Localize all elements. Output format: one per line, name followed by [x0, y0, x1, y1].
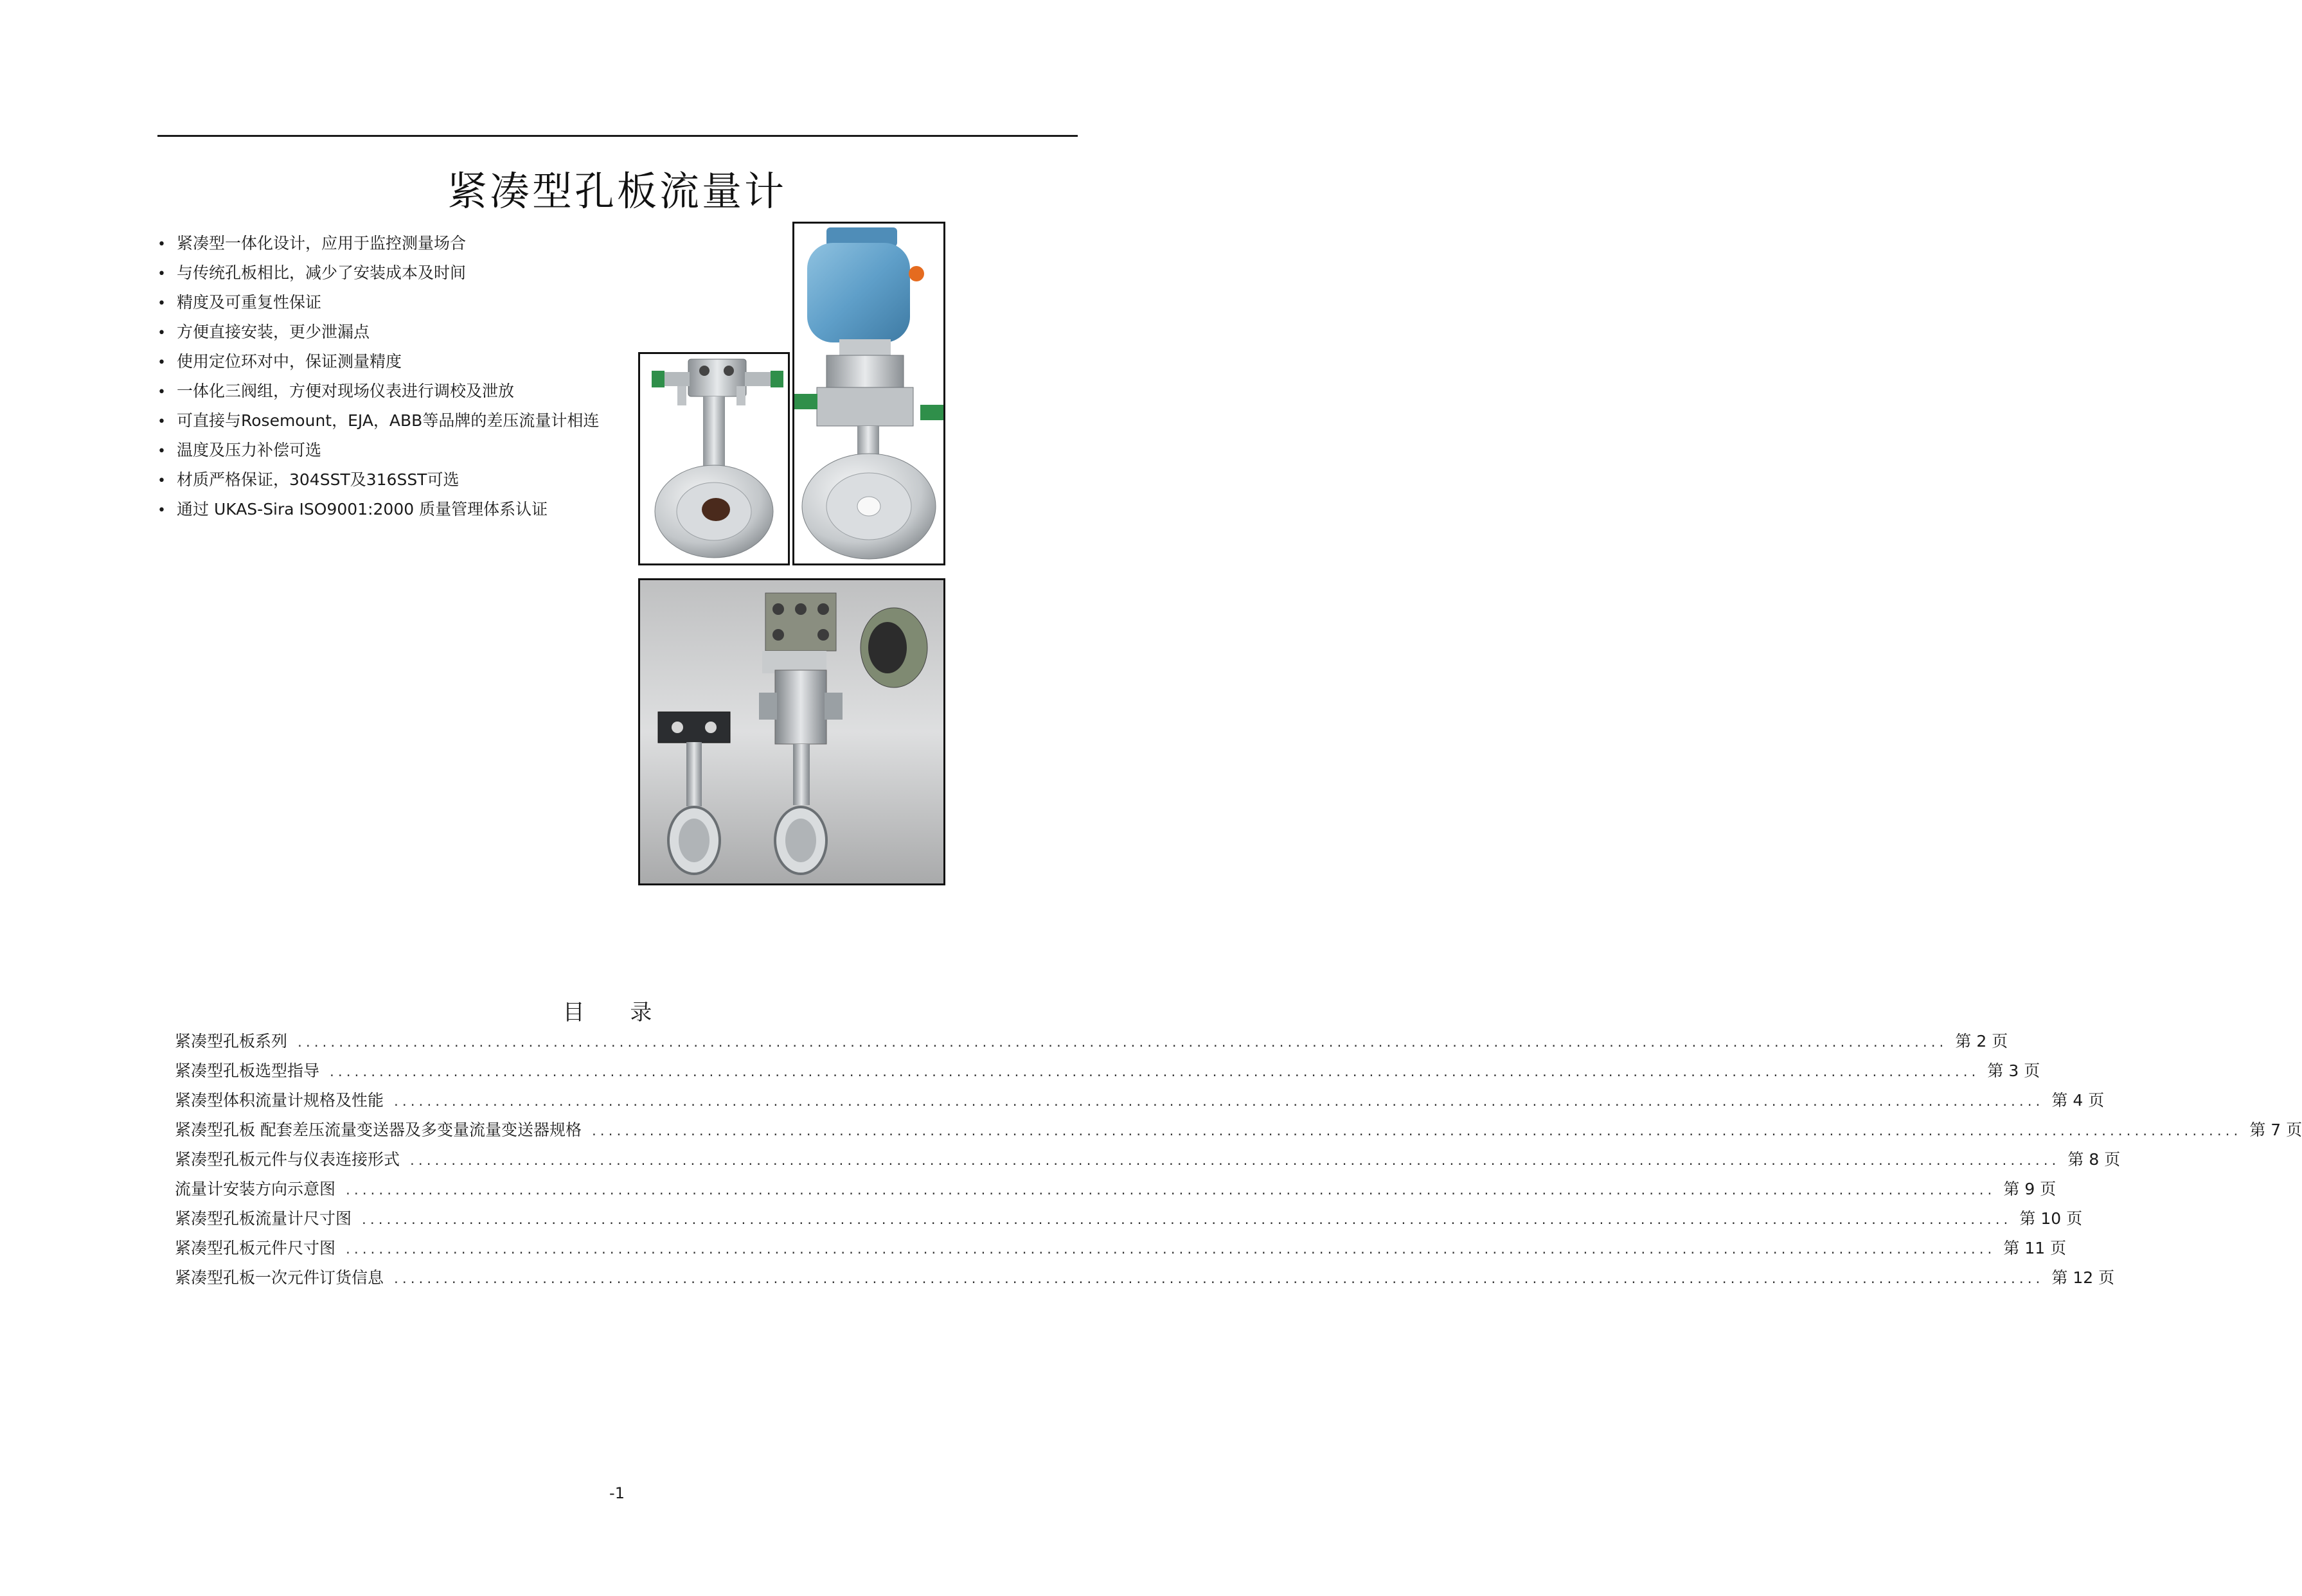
toc-entry-page: 第 4 页: [2051, 1091, 2105, 1110]
toc-entry-page: 第 8 页: [2067, 1150, 2121, 1169]
feature-text: 使用定位环对中，保证测量精度: [177, 352, 402, 371]
feature-item: [157, 495, 599, 524]
toc-entry[interactable]: [175, 1175, 2057, 1204]
toc-leader-dots: ........................................................................................................................................................................................................: [296, 1036, 1947, 1050]
bullet-icon: •: [157, 414, 166, 430]
feature-text: 与传统孔板相比，减少了安装成本及时间: [177, 263, 467, 282]
top-rule: [157, 135, 1078, 137]
page-number: -1: [609, 1484, 625, 1502]
toc-leader-dots: ........................................................................................................................................................................................................: [409, 1155, 2059, 1168]
feature-item: [157, 406, 599, 436]
feature-item: [157, 229, 599, 258]
feature-item: [157, 436, 599, 465]
toc-leader-dots: ........................................................................................................................................................................................................: [344, 1243, 1995, 1257]
toc-leader-dots: ........................................................................................................................................................................................................: [344, 1184, 1995, 1198]
toc-entry-page: 第 10 页: [2019, 1209, 2083, 1228]
feature-text: 精度及可重复性保证: [177, 293, 322, 312]
toc-entry-title: 紧凑型孔板选型指导: [175, 1061, 320, 1080]
bullet-icon: •: [157, 473, 166, 489]
toc-leader-dots: ........................................................................................................................................................................................................: [393, 1273, 2043, 1286]
bullet-icon: •: [157, 325, 166, 341]
feature-item: [157, 288, 599, 317]
bullet-icon: •: [157, 384, 166, 400]
toc-entry[interactable]: [175, 1115, 2302, 1145]
feature-text: 通过 UKAS-Sira ISO9001:2000 质量管理体系认证: [177, 500, 548, 519]
feature-text: 一体化三阀组，方便对现场仪表进行调校及泄放: [177, 382, 515, 400]
toc-entry[interactable]: [175, 1145, 2121, 1175]
feature-text: 可直接与Rosemount，EJA，ABB等品牌的差压流量计相连: [177, 411, 600, 430]
feature-text: 材质严格保证，304SST及316SST可选: [177, 470, 460, 489]
toc-entry-title: 紧凑型孔板流量计尺寸图: [175, 1209, 352, 1228]
toc-leader-dots: ........................................................................................................................................................................................................: [393, 1095, 2043, 1109]
toc-entry[interactable]: [175, 1234, 2067, 1263]
toc-entry-title: 紧凑型孔板元件尺寸图: [175, 1239, 336, 1257]
toc-entry-title: 紧凑型孔板一次元件订货信息: [175, 1268, 384, 1287]
bullet-icon: •: [157, 236, 166, 253]
feature-item: [157, 347, 599, 377]
toc-heading: 目 录: [562, 1000, 672, 1025]
bullet-icon: •: [157, 502, 166, 519]
feature-item: [157, 465, 599, 495]
orifice-manifold-photo: [638, 352, 790, 565]
toc-entry-title: 流量计安装方向示意图: [175, 1180, 336, 1198]
toc-entry-title: 紧凑型孔板元件与仪表连接形式: [175, 1150, 400, 1169]
toc-entry-page: 第 3 页: [1987, 1061, 2040, 1080]
page-title: 紧凑型孔板流量计: [447, 168, 787, 215]
toc-entry[interactable]: [175, 1056, 2040, 1086]
toc-entry-title: 紧凑型体积流量计规格及性能: [175, 1091, 384, 1110]
toc-leader-dots: ........................................................................................................................................................................................................: [361, 1214, 2011, 1227]
bullet-icon: •: [157, 266, 166, 282]
toc-leader-dots: ........................................................................................................................................................................................................: [590, 1125, 2241, 1139]
toc-entry[interactable]: [175, 1204, 2083, 1234]
feature-text: 紧凑型一体化设计，应用于监控测量场合: [177, 234, 467, 253]
feature-item: [157, 377, 599, 406]
feature-item: [157, 317, 599, 347]
toc-entry-page: 第 9 页: [2003, 1180, 2057, 1198]
table-of-contents: [175, 1027, 2302, 1293]
compact-orifice-set-photo: [638, 578, 945, 885]
toc-entry-page: 第 2 页: [1955, 1032, 2008, 1051]
feature-text: 方便直接安装，更少泄漏点: [177, 323, 370, 341]
transmitter-assembly-photo: [792, 222, 945, 565]
toc-entry-title: 紧凑型孔板 配套差压流量变送器及多变量流量变送器规格: [175, 1121, 582, 1139]
toc-entry-page: 第 7 页: [2249, 1121, 2302, 1139]
toc-entry-page: 第 11 页: [2003, 1239, 2067, 1257]
toc-entry[interactable]: [175, 1263, 2115, 1293]
feature-list: [157, 229, 599, 524]
feature-text: 温度及压力补偿可选: [177, 441, 322, 459]
toc-entry[interactable]: [175, 1086, 2105, 1115]
feature-item: [157, 258, 599, 288]
bullet-icon: •: [157, 443, 166, 459]
toc-entry-title: 紧凑型孔板系列: [175, 1032, 288, 1051]
toc-entry-page: 第 12 页: [2051, 1268, 2115, 1287]
bullet-icon: •: [157, 296, 166, 312]
toc-entry[interactable]: [175, 1027, 2008, 1056]
bullet-icon: •: [157, 355, 166, 371]
toc-leader-dots: ........................................................................................................................................................................................................: [328, 1066, 1979, 1079]
